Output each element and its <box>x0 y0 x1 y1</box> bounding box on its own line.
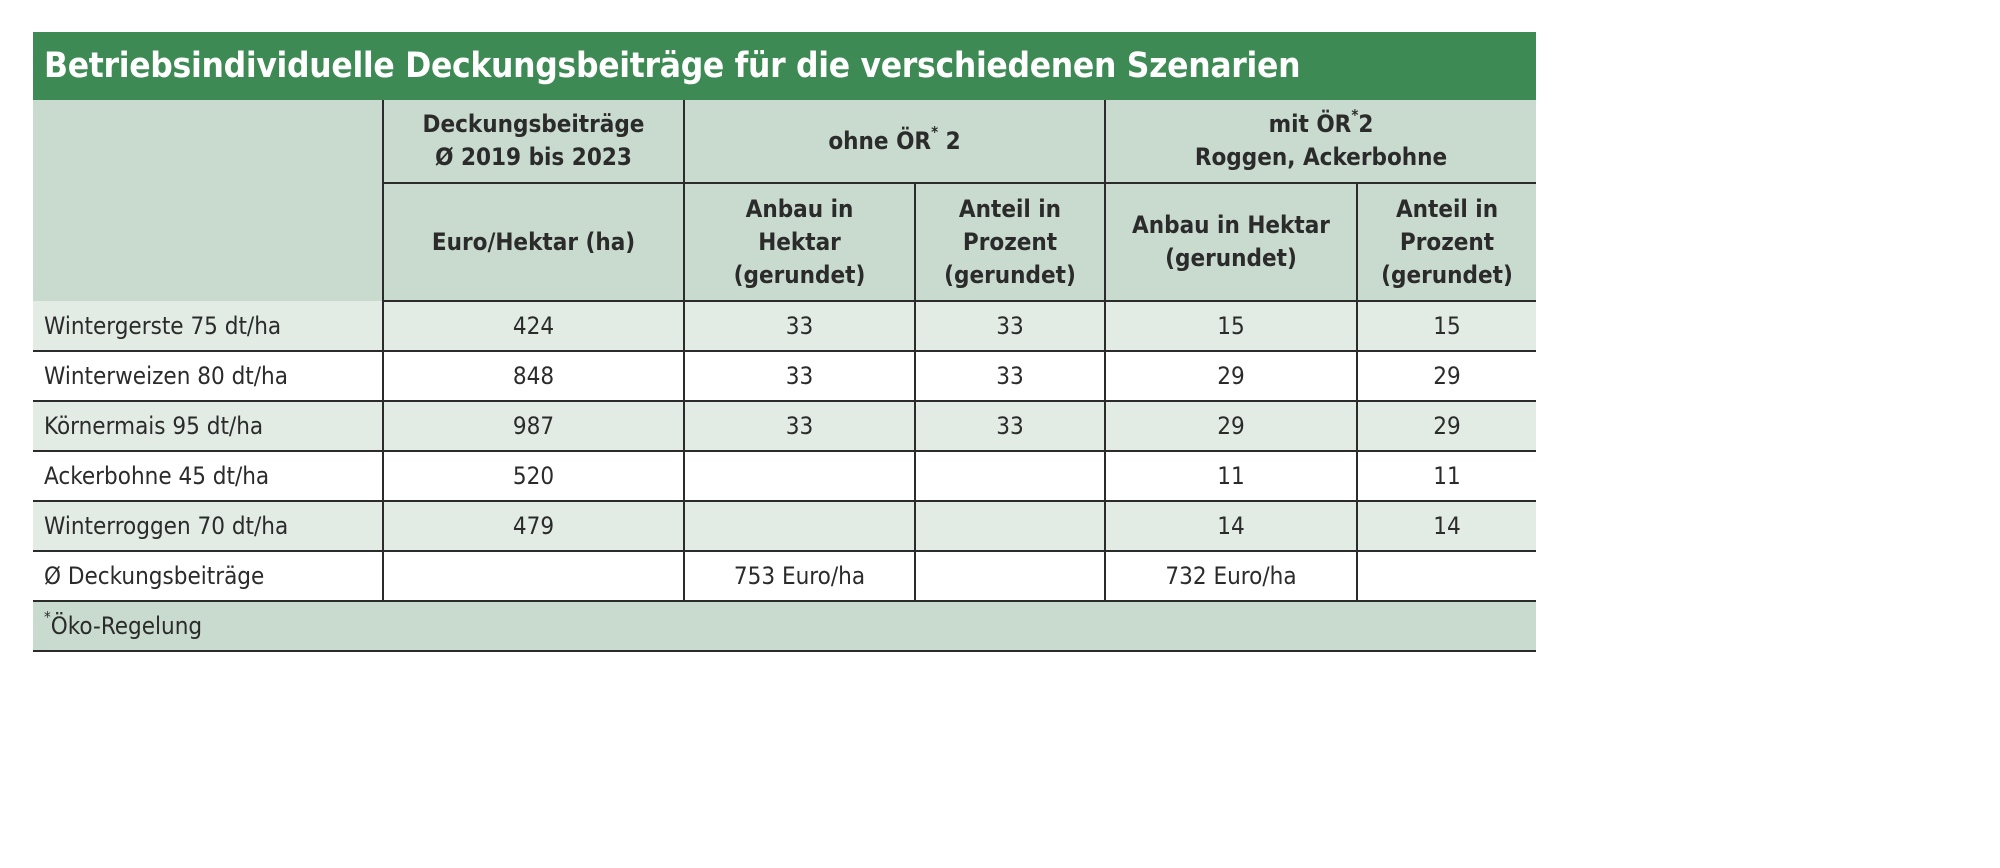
footnote <box>33 601 1536 651</box>
cell-mit-ha: 14 <box>1105 501 1357 551</box>
table-row <box>33 401 1536 451</box>
table-row <box>33 301 1536 351</box>
cell-ohne-ha: 33 <box>684 301 915 351</box>
header-mit-oer <box>1105 100 1536 183</box>
data-table <box>33 100 1536 652</box>
header-text: ohne ÖR <box>828 126 932 155</box>
row-label: Körnermais 95 dt/ha <box>33 401 383 451</box>
footnote-marker: * <box>44 608 51 626</box>
header-anbau-ohne <box>684 183 915 301</box>
cell-db: 479 <box>383 501 684 551</box>
header-text: (gerundet) <box>944 260 1076 289</box>
header-row-1 <box>33 100 1536 183</box>
table-row <box>33 451 1536 501</box>
header-text: Anbau in <box>745 194 854 223</box>
cell-db <box>383 551 684 601</box>
header-empty-cell <box>33 100 383 301</box>
row-label: Winterweizen 80 dt/ha <box>33 351 383 401</box>
row-label: Wintergerste 75 dt/ha <box>33 301 383 351</box>
cell-ohne-pct: 33 <box>915 401 1105 451</box>
footnote-row <box>33 601 1536 651</box>
header-text: Roggen, Ackerbohne <box>1194 143 1448 171</box>
header-text: (gerundet) <box>1381 260 1513 289</box>
cell-ohne-ha: 33 <box>684 351 915 401</box>
table-title: Betriebsindividuelle Deckungsbeiträge für die verschiedenen Szenarien <box>33 32 1536 100</box>
header-text: (gerundet) <box>733 260 866 289</box>
header-unit: Euro/Hektar (ha) <box>383 183 684 301</box>
cell-ohne-pct <box>915 451 1105 501</box>
cell-ohne-pct: 33 <box>915 351 1105 401</box>
row-label: Winterroggen 70 dt/ha <box>33 501 383 551</box>
table-row <box>33 501 1536 551</box>
cell-ohne-pct <box>915 551 1105 601</box>
table-row <box>33 351 1536 401</box>
header-text: 2 <box>938 126 961 155</box>
header-text: Ø 2019 bis 2023 <box>435 143 632 171</box>
cell-db: 848 <box>383 351 684 401</box>
footnote-marker: * <box>931 122 939 141</box>
row-label: Ø Deckungsbeiträge <box>33 551 383 601</box>
row-label: Ackerbohne 45 dt/ha <box>33 451 383 501</box>
cell-ohne-pct <box>915 501 1105 551</box>
header-text: Deckungsbeiträge <box>422 110 645 138</box>
footnote-marker: * <box>1351 106 1359 124</box>
cell-mit-ha: 15 <box>1105 301 1357 351</box>
cell-mit-ha: 11 <box>1105 451 1357 501</box>
cell-db: 424 <box>383 301 684 351</box>
cell-mit-ha: 732 Euro/ha <box>1105 551 1357 601</box>
cell-mit-ha: 29 <box>1105 351 1357 401</box>
cell-db: 520 <box>383 451 684 501</box>
header-anbau-mit <box>1105 183 1357 301</box>
header-anteil-mit <box>1357 183 1536 301</box>
cell-ohne-ha: 33 <box>684 401 915 451</box>
cell-ohne-ha: 753 Euro/ha <box>684 551 915 601</box>
header-text: Anbau in Hektar <box>1132 211 1330 239</box>
cell-ohne-ha <box>684 501 915 551</box>
header-text: 2 <box>1358 110 1374 138</box>
header-anteil-ohne <box>915 183 1105 301</box>
cell-ohne-pct: 33 <box>915 301 1105 351</box>
cell-mit-pct: 29 <box>1357 401 1536 451</box>
cell-ohne-ha <box>684 451 915 501</box>
header-text: Anteil in <box>1395 194 1499 223</box>
header-text: (gerundet) <box>1165 244 1297 272</box>
header-deckungsbeitraege <box>383 100 684 183</box>
footnote-text: Öko-Regelung <box>50 612 203 640</box>
header-text: Anteil in <box>958 194 1062 223</box>
cell-mit-pct: 14 <box>1357 501 1536 551</box>
header-text: Prozent <box>1399 227 1495 256</box>
table-figure <box>33 32 1536 652</box>
cell-mit-pct: 15 <box>1357 301 1536 351</box>
cell-mit-ha: 29 <box>1105 401 1357 451</box>
cell-mit-pct: 29 <box>1357 351 1536 401</box>
header-ohne-oer <box>684 100 1105 183</box>
header-text: Prozent <box>962 227 1058 256</box>
cell-mit-pct: 11 <box>1357 451 1536 501</box>
cell-mit-pct <box>1357 551 1536 601</box>
summary-row <box>33 551 1536 601</box>
cell-db: 987 <box>383 401 684 451</box>
header-text: Hektar <box>758 227 841 256</box>
header-text: mit ÖR <box>1268 110 1352 138</box>
